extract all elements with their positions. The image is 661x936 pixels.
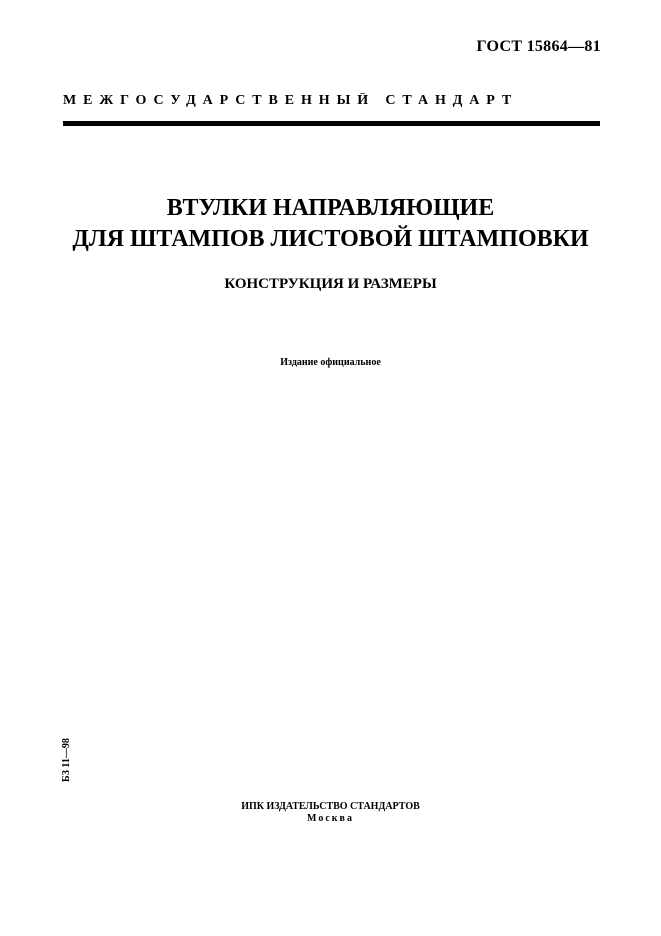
title-line-2: ДЛЯ ШТАМПОВ ЛИСТОВОЙ ШТАМПОВКИ [72, 226, 589, 252]
document-subtitle: КОНСТРУКЦИЯ И РАЗМЕРЫ [224, 276, 437, 292]
document-code: ГОСТ 15864—81 [476, 38, 601, 55]
side-code: БЗ 11—98 [61, 738, 72, 782]
edition-note: Издание официальное [280, 357, 381, 368]
publisher-name: ИПК ИЗДАТЕЛЬСТВО СТАНДАРТОВ [241, 801, 420, 812]
header-rule [63, 121, 600, 126]
standard-type-heading: МЕЖГОСУДАРСТВЕННЫЙ СТАНДАРТ [63, 93, 519, 108]
document-title [0, 193, 661, 255]
title-line-1: ВТУЛКИ НАПРАВЛЯЮЩИЕ [166, 195, 495, 221]
publisher-city: Москва [307, 813, 354, 824]
